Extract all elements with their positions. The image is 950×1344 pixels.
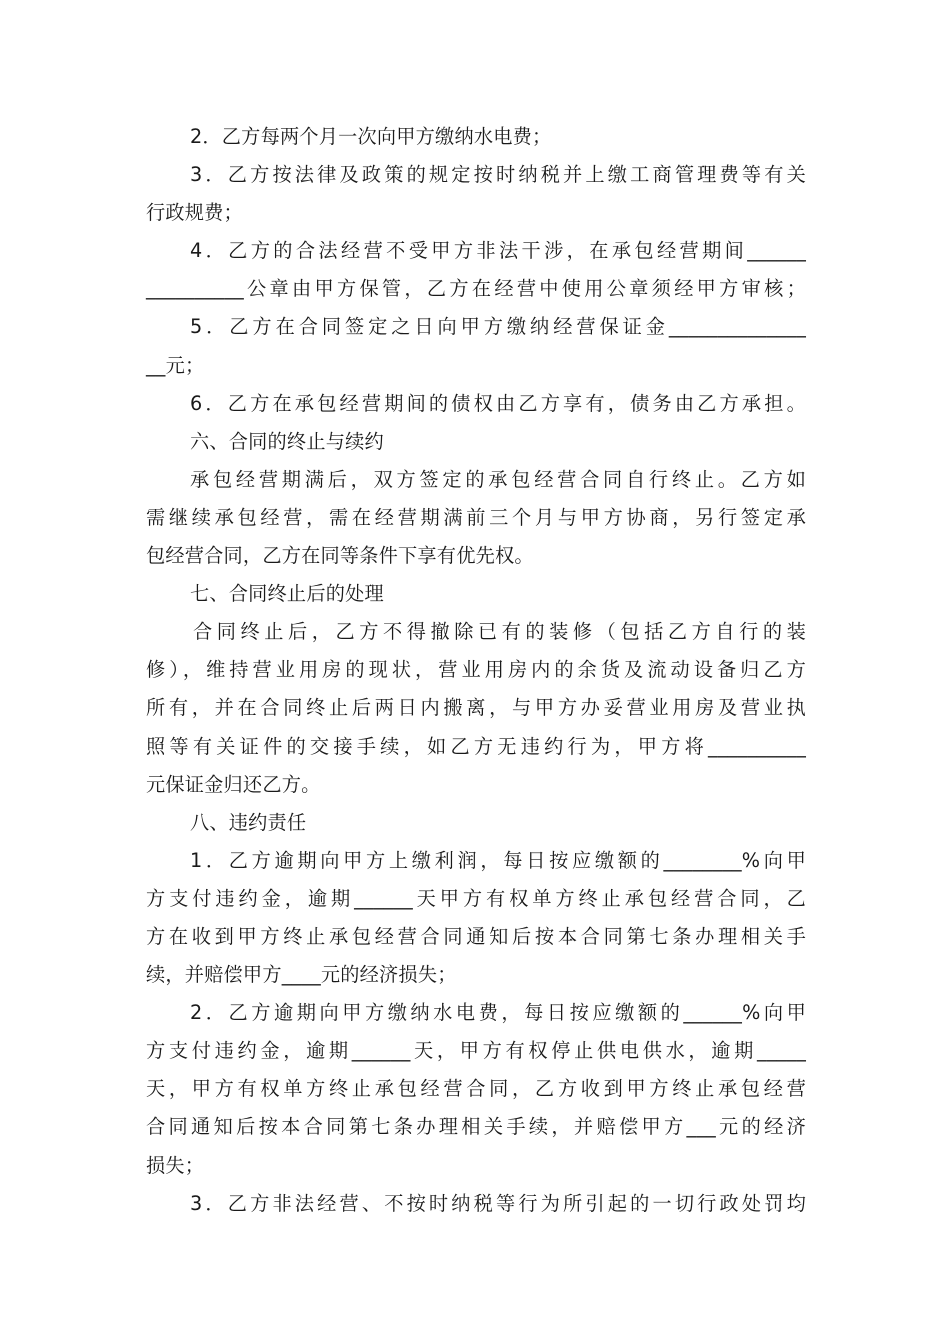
paragraph-line: 1．乙方逾期向甲方上缴利润，每日按应缴额的________%向甲	[190, 848, 806, 872]
document-page	[146, 118, 806, 1223]
paragraph-line: 6．乙方在承包经营期间的债权由乙方享有，债务由乙方承担。	[190, 391, 806, 415]
paragraph-line: 包经营合同，乙方在同等条件下享有优先权。	[146, 544, 534, 568]
paragraph-line: 需继续承包经营，需在经营期满前三个月与甲方协商，另行签定承	[146, 505, 806, 529]
paragraph-line: 续，并赔偿甲方____元的经济损失；	[146, 963, 457, 987]
paragraph-line: 5．乙方在合同签定之日向甲方缴纳经营保证金______________	[190, 315, 806, 339]
paragraph-line: 修），维持营业用房的现状，营业用房内的余货及流动设备归乙方	[146, 658, 806, 682]
paragraph-line: 3．乙方非法经营、不按时纳税等行为所引起的一切行政处罚均	[190, 1191, 806, 1215]
section-heading: 六、合同的终止与续约	[190, 429, 384, 453]
paragraph-line: 损失；	[146, 1153, 205, 1177]
paragraph-line: __________公章由甲方保管，乙方在经营中使用公章须经甲方审核；	[146, 277, 806, 301]
paragraph-line: 照等有关证件的交接手续，如乙方无违约行为，甲方将__________	[146, 734, 806, 758]
paragraph-line: 4．乙方的合法经营不受甲方非法干涉，在承包经营期间______	[190, 239, 806, 263]
paragraph-line: 2．乙方逾期向甲方缴纳水电费，每日按应缴额的______%向甲	[190, 1001, 806, 1025]
paragraph-line: 承包经营期满后，双方签定的承包经营合同自行终止。乙方如	[190, 467, 806, 491]
paragraph-line: 方支付违约金，逾期______天，甲方有权停止供电供水，逾期_____	[146, 1039, 806, 1063]
paragraph-line: 3．乙方按法律及政策的规定按时纳税并上缴工商管理费等有关	[190, 163, 806, 187]
paragraph-line: 合同终止后，乙方不得撤除已有的装修（包括乙方自行的装	[193, 620, 806, 644]
paragraph-line: __元；	[146, 353, 205, 377]
paragraph-line: 所有，并在合同终止后两日内搬离，与甲方办妥营业用房及营业执	[146, 696, 806, 720]
paragraph-line: 行政规费；	[146, 201, 243, 225]
paragraph-line: 方支付违约金，逾期______天甲方有权单方终止承包经营合同，乙	[146, 886, 806, 910]
paragraph-line: 方在收到甲方终止承包经营合同通知后按本合同第七条办理相关手	[146, 924, 806, 948]
paragraph-line: 2．乙方每两个月一次向甲方缴纳水电费；	[190, 125, 552, 148]
paragraph-line: 元保证金归还乙方。	[146, 772, 321, 796]
paragraph-line: 天，甲方有权单方终止承包经营合同，乙方收到甲方终止承包经营	[146, 1077, 806, 1101]
section-heading: 八、违约责任	[190, 810, 307, 834]
section-heading: 七、合同终止后的处理	[190, 582, 384, 606]
paragraph-line: 合同通知后按本合同第七条办理相关手续，并赔偿甲方___元的经济	[146, 1115, 806, 1139]
